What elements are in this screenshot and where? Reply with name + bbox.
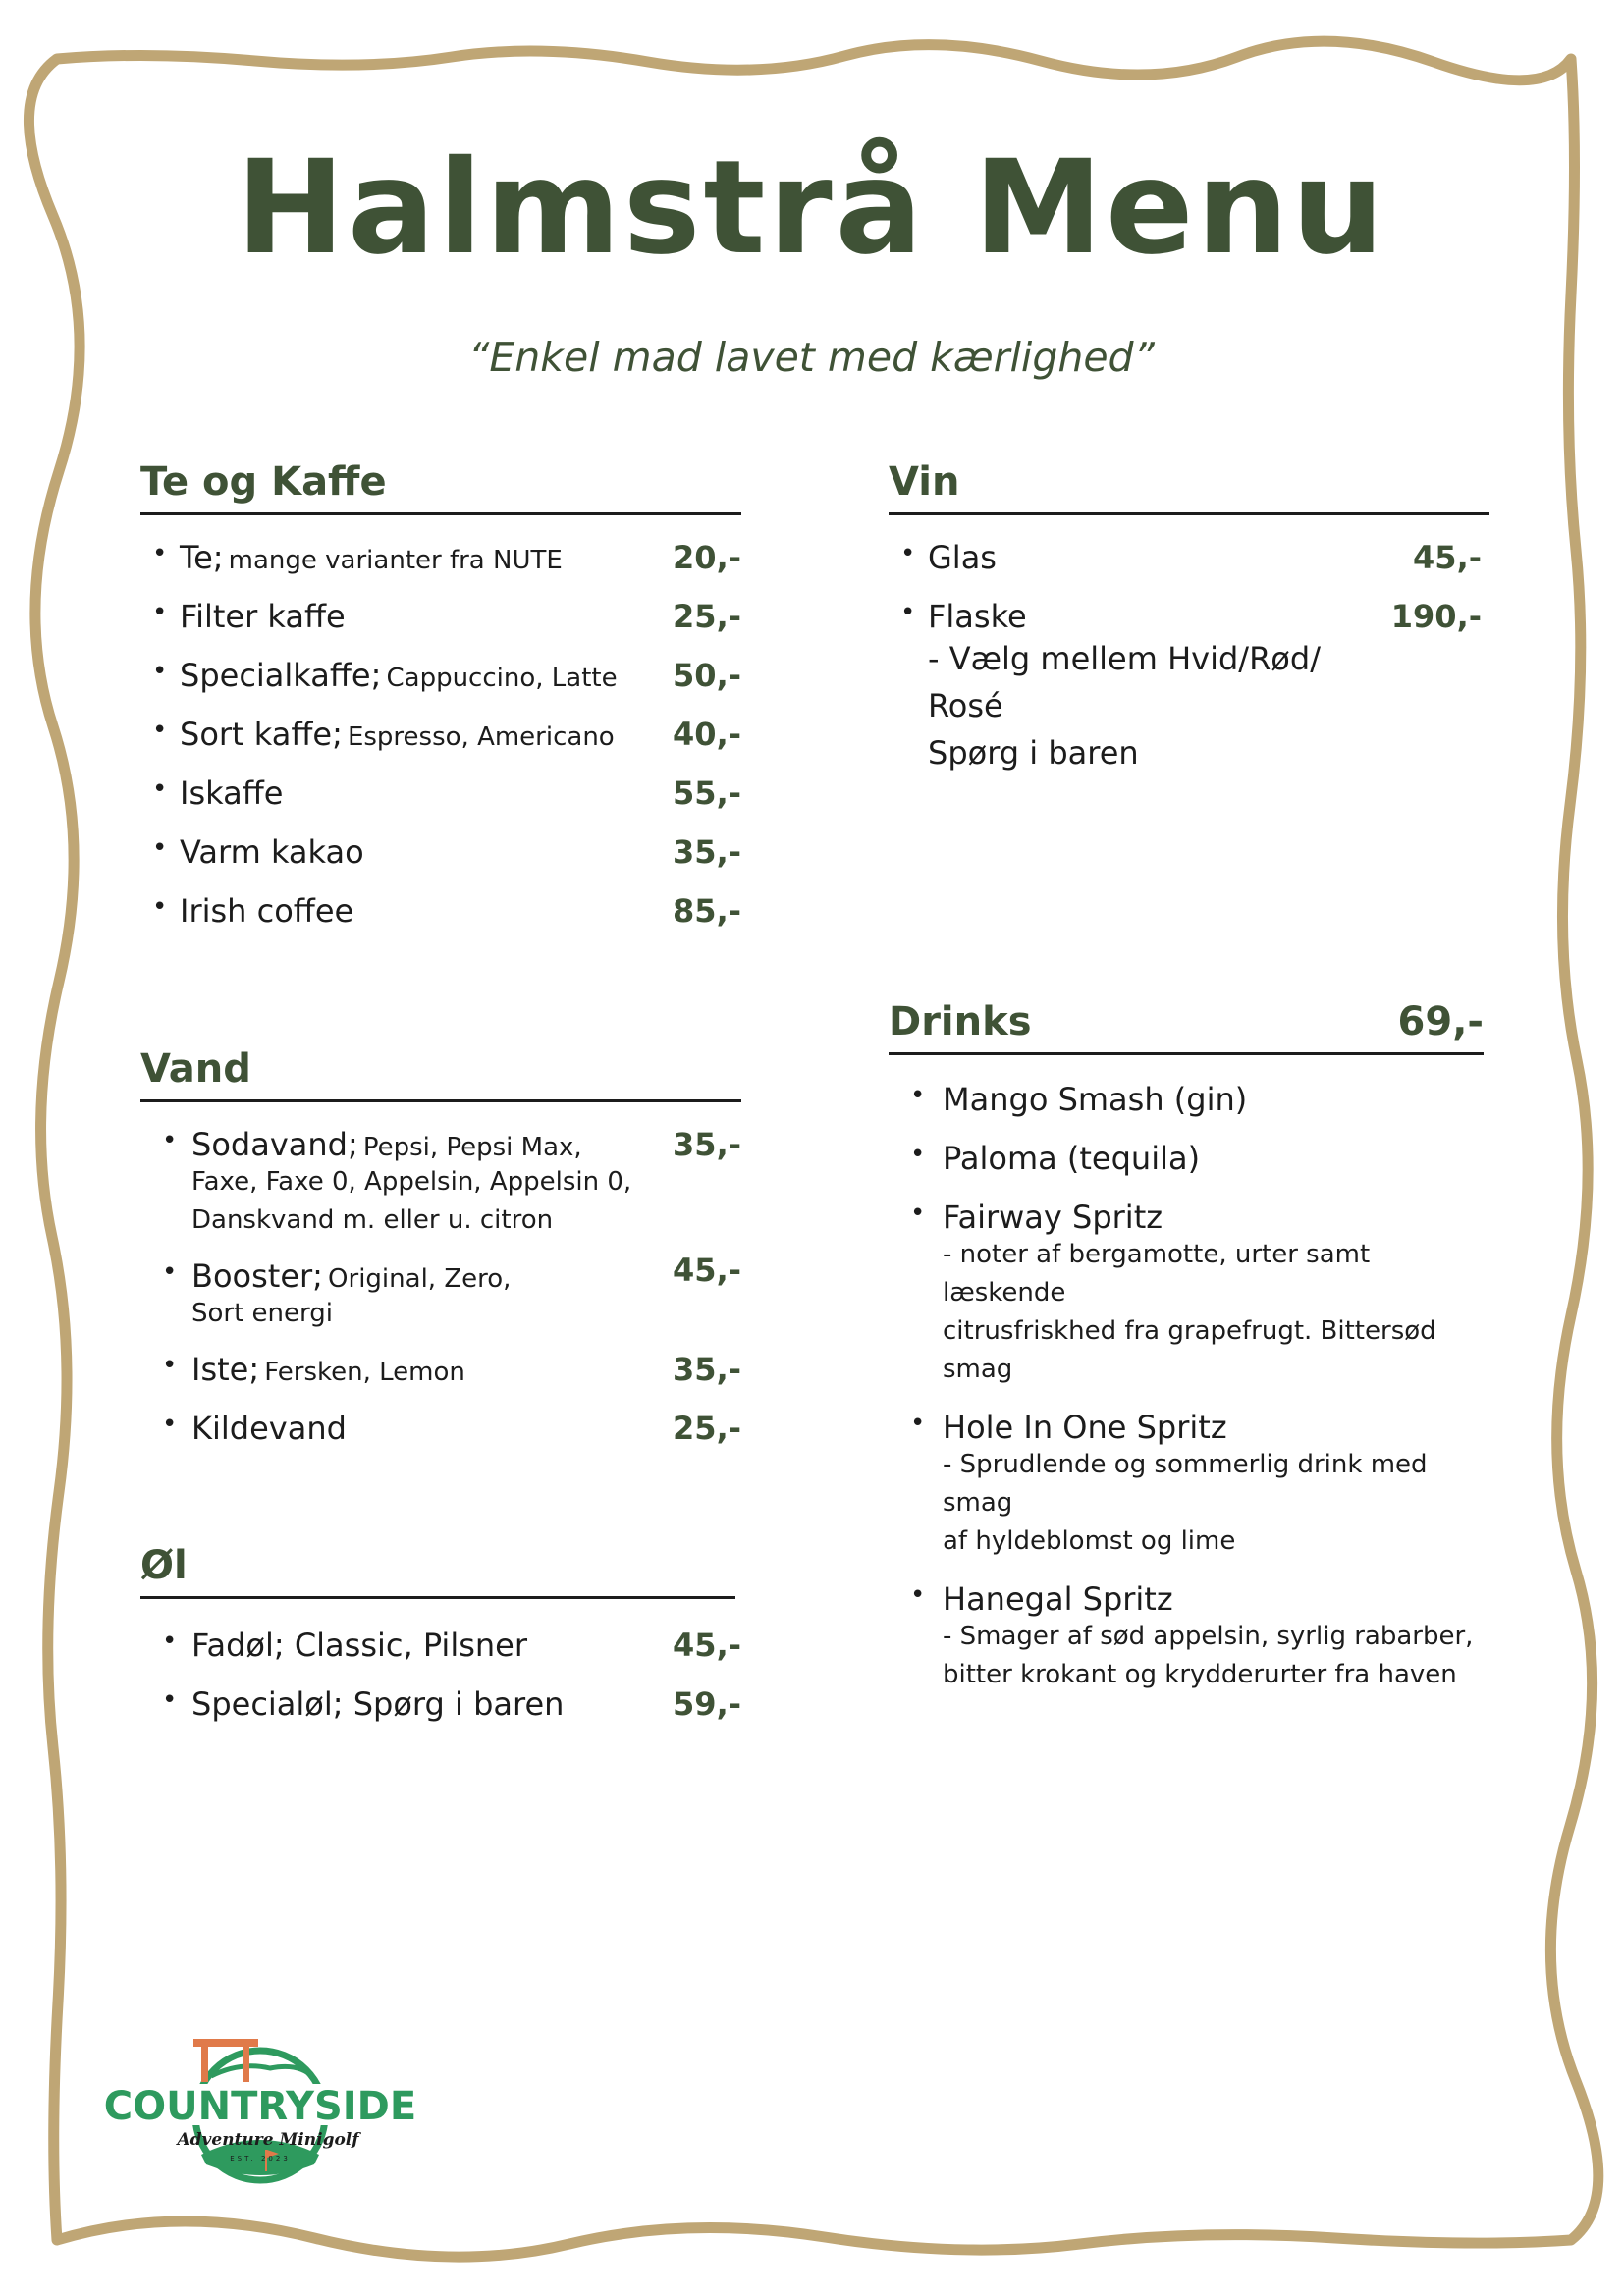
menu-item	[140, 1627, 741, 1664]
drink-item	[889, 1409, 1484, 1561]
item-detail: Cappuccino, Latte	[386, 664, 618, 693]
item-price: 35,-	[673, 1126, 741, 1163]
section-price: 69,-	[1397, 999, 1484, 1044]
item-name: Specialøl; Spørg i baren	[191, 1685, 565, 1723]
drink-item	[889, 1580, 1484, 1694]
item-detail: mange varianter fra NUTE	[228, 546, 563, 575]
section-heading	[140, 459, 741, 515]
drink-item	[889, 1140, 1484, 1177]
item-name: Flaske	[928, 598, 1027, 635]
section-vin	[889, 459, 1489, 776]
menu-tagline: “Enkel mad lavet med kærlighed”	[468, 334, 1155, 381]
item-price: 190,-	[1390, 598, 1482, 635]
item-detail: Original, Zero,	[328, 1264, 512, 1294]
item-price: 50,-	[673, 657, 741, 694]
item-name: Fadøl; Classic, Pilsner	[191, 1627, 527, 1664]
bullet-icon: •	[152, 774, 168, 804]
section-ol	[140, 1543, 741, 1723]
item-name: Kildevand	[191, 1410, 347, 1447]
bullet-icon: •	[162, 1627, 178, 1656]
item-price: 25,-	[673, 598, 741, 635]
logo-gate-top	[193, 2039, 258, 2047]
section-title: Te og Kaffe	[140, 459, 387, 505]
bullet-icon: •	[162, 1126, 178, 1155]
bullet-icon: •	[152, 539, 168, 568]
bullet-icon: •	[910, 1140, 926, 1169]
bullet-icon: •	[900, 598, 916, 627]
section-heading	[140, 1543, 735, 1599]
bullet-icon: •	[152, 598, 168, 627]
bullet-icon: •	[900, 539, 916, 568]
countryside-logo	[103, 2017, 417, 2214]
section-title: Øl	[140, 1543, 188, 1588]
menu-item	[140, 1252, 741, 1333]
item-description: Sort energi	[191, 1299, 333, 1328]
item-detail: Fersken, Lemon	[264, 1358, 465, 1387]
item-name: Paloma (tequila)	[943, 1140, 1201, 1177]
item-description: Spørg i baren	[928, 734, 1139, 772]
item-name: Hole In One Spritz	[943, 1409, 1227, 1446]
item-name: Glas	[928, 539, 997, 576]
menu-item	[140, 598, 741, 635]
item-description: - Smager af sød appelsin, syrlig rabarber,	[943, 1622, 1474, 1651]
item-description: Faxe, Faxe 0, Appelsin, Appelsin 0,	[191, 1167, 632, 1197]
menu-item	[140, 1685, 741, 1723]
logo-hill-top	[211, 2066, 314, 2078]
item-name: Filter kaffe	[180, 598, 346, 635]
bullet-icon: •	[910, 1580, 926, 1610]
logo-brand: COUNTRYSIDE	[103, 2084, 417, 2129]
item-price: 55,-	[673, 774, 741, 812]
bullet-icon: •	[910, 1199, 926, 1228]
item-description: citrusfriskhed fra grapefrugt. Bittersød smag	[943, 1316, 1436, 1384]
logo-est: EST. 2023	[230, 2155, 291, 2163]
section-vand	[140, 1046, 741, 1447]
item-name: Irish coffee	[180, 892, 354, 930]
item-name: Mango Smash (gin)	[943, 1081, 1248, 1118]
section-drinks	[889, 999, 1484, 1694]
section-title: Vand	[140, 1046, 251, 1092]
bullet-icon: •	[152, 657, 168, 686]
item-name: Hanegal Spritz	[943, 1580, 1173, 1618]
section-heading	[889, 459, 1489, 515]
item-name: Specialkaffe;	[180, 657, 382, 694]
item-name: Sort kaffe;	[180, 716, 343, 753]
item-price: 25,-	[673, 1410, 741, 1447]
item-name: Varm kakao	[180, 833, 364, 871]
item-price: 20,-	[673, 539, 741, 576]
menu-item	[140, 539, 741, 576]
menu-title: Halmstrå Menu	[236, 133, 1387, 284]
menu-item	[140, 892, 741, 930]
bullet-icon: •	[152, 716, 168, 745]
item-price: 35,-	[673, 1351, 741, 1388]
menu-item	[140, 1410, 741, 1447]
item-name: Iste;	[191, 1351, 260, 1388]
item-description: Rosé	[928, 687, 1003, 724]
logo-gate-left	[201, 2045, 208, 2082]
item-detail: Espresso, Americano	[347, 722, 615, 752]
menu-item	[889, 598, 1482, 776]
logo-script: Adventure Minigolf	[177, 2130, 359, 2150]
item-price: 45,-	[673, 1252, 741, 1289]
item-name: Iskaffe	[180, 774, 284, 812]
item-name: Sodavand;	[191, 1126, 358, 1163]
item-price: 59,-	[673, 1685, 741, 1723]
item-description: Danskvand m. eller u. citron	[191, 1205, 554, 1235]
section-heading	[140, 1046, 741, 1102]
section-title: Drinks	[889, 999, 1032, 1044]
item-price: 85,-	[673, 892, 741, 930]
bullet-icon: •	[162, 1685, 178, 1715]
item-name: Booster;	[191, 1257, 323, 1295]
item-price: 45,-	[673, 1627, 741, 1664]
bullet-icon: •	[162, 1257, 178, 1287]
drink-item	[889, 1081, 1484, 1118]
drink-item	[889, 1199, 1484, 1389]
section-te-og-kaffe	[140, 459, 741, 930]
section-title: Vin	[889, 459, 960, 505]
item-detail: Pepsi, Pepsi Max,	[362, 1133, 582, 1162]
item-description: - Sprudlende og sommerlig drink med smag	[943, 1450, 1428, 1518]
item-description: bitter krokant og krydderurter fra haven	[943, 1660, 1457, 1689]
bullet-icon: •	[162, 1351, 178, 1380]
menu-item	[889, 539, 1482, 576]
item-description: - Vælg mellem Hvid/Rød/	[928, 640, 1321, 677]
menu-item	[140, 657, 741, 694]
menu-item	[140, 833, 741, 871]
bullet-icon: •	[162, 1410, 178, 1439]
logo-gate-right	[243, 2045, 249, 2082]
bullet-icon: •	[152, 892, 168, 922]
section-heading	[889, 999, 1484, 1055]
bullet-icon: •	[910, 1081, 926, 1110]
item-price: 45,-	[1413, 539, 1482, 576]
item-name: Fairway Spritz	[943, 1199, 1163, 1236]
bullet-icon: •	[910, 1409, 926, 1438]
item-name: Te;	[180, 539, 224, 576]
menu-item	[140, 774, 741, 812]
item-price: 35,-	[673, 833, 741, 871]
item-price: 40,-	[673, 716, 741, 753]
menu-item	[140, 1351, 741, 1388]
bullet-icon: •	[152, 833, 168, 863]
menu-item	[140, 1126, 741, 1240]
item-description: - noter af bergamotte, urter samt læskende	[943, 1240, 1371, 1308]
item-description: af hyldeblomst og lime	[943, 1526, 1236, 1556]
menu-item	[140, 716, 741, 753]
